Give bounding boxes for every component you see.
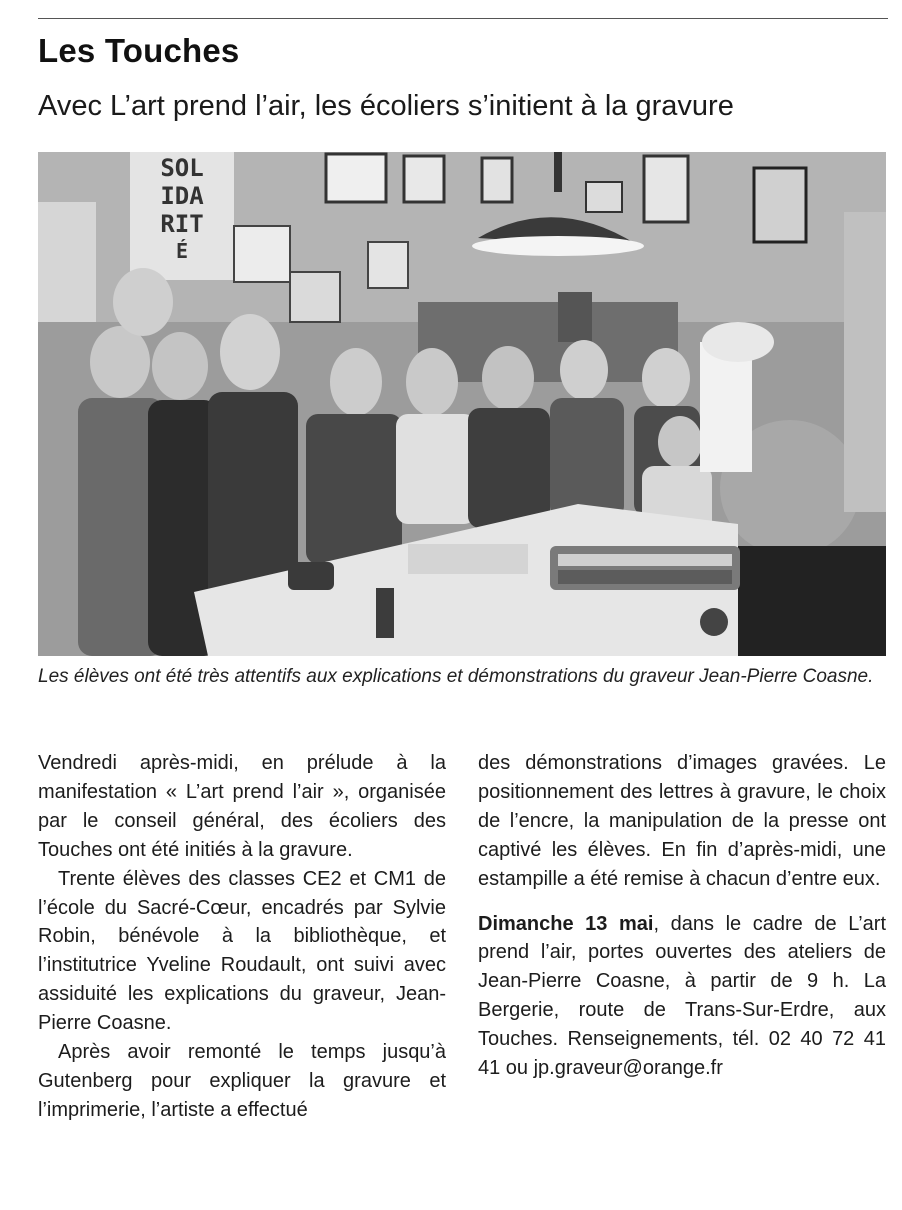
sign-line-4: É xyxy=(175,239,189,263)
ink-roller xyxy=(288,562,334,590)
sign-line-2: IDA xyxy=(160,182,204,210)
event-paragraph xyxy=(478,910,886,1083)
paragraph: Trente élèves des classes CE2 et CM1 de l’école du Sacré-Cœur, encadrés par Sylvie Robin, bénévole à la bibliothèque, et l’institutrice Yveline Roudault, ont suivi avec assiduité les explications du graveur, Jean-Pierre Coasne. xyxy=(38,867,446,1035)
framed-print xyxy=(234,226,290,282)
framed-print xyxy=(644,156,688,222)
paragraph: Vendredi après-midi, en prélude à la manifestation « L’art prend l’air », organisée par le conseil général, des écoliers des Touches ont été initiés à la gravure. xyxy=(38,752,446,861)
photo-caption: Les élèves ont été très attentifs aux explications et démonstrations du graveur Jean-Pierre Coasne. xyxy=(38,666,874,687)
event-date: Dimanche 13 mai xyxy=(478,912,654,935)
article-photo xyxy=(38,152,886,656)
framed-print xyxy=(754,168,806,242)
article-column-left xyxy=(38,749,446,1125)
framed-print xyxy=(482,158,512,202)
sign-line-1: SOL xyxy=(160,154,204,182)
framed-print xyxy=(368,242,408,288)
paragraph: Après avoir remonté le temps jusqu’à Gutenberg pour expliquer la gravure et l’imprimerie, l’artiste a effectué xyxy=(38,1041,446,1121)
headline: Avec L’art prend l’air, les écoliers s’initient à la gravure xyxy=(38,90,734,122)
section-title: Les Touches xyxy=(38,32,240,69)
wall-poster-left xyxy=(38,202,96,322)
framed-print xyxy=(404,156,444,202)
framed-print xyxy=(586,182,622,212)
article-column-right xyxy=(478,749,886,1083)
framed-print xyxy=(326,154,386,202)
paragraph: des démonstrations d’images gravées. Le positionnement des lettres à gravure, le choix de l’encre, la manipulation de la presse ont captivé les élèves. En fin d’après-midi, une estampille a été remise à chacun d’entre eux. xyxy=(478,752,886,890)
sign-line-3: RIT xyxy=(160,210,204,238)
top-rule xyxy=(38,18,888,19)
framed-print xyxy=(290,272,340,322)
event-details: , dans le cadre de L’art prend l’air, portes ouvertes des ateliers de Jean-Pierre Coasne, à partir de 9 h. La Bergerie, route de Trans-Sur-Erdre, aux Touches. Renseignements, tél. 02 40 72 41 41 ou jp.graveur@orange.fr xyxy=(478,912,886,1080)
